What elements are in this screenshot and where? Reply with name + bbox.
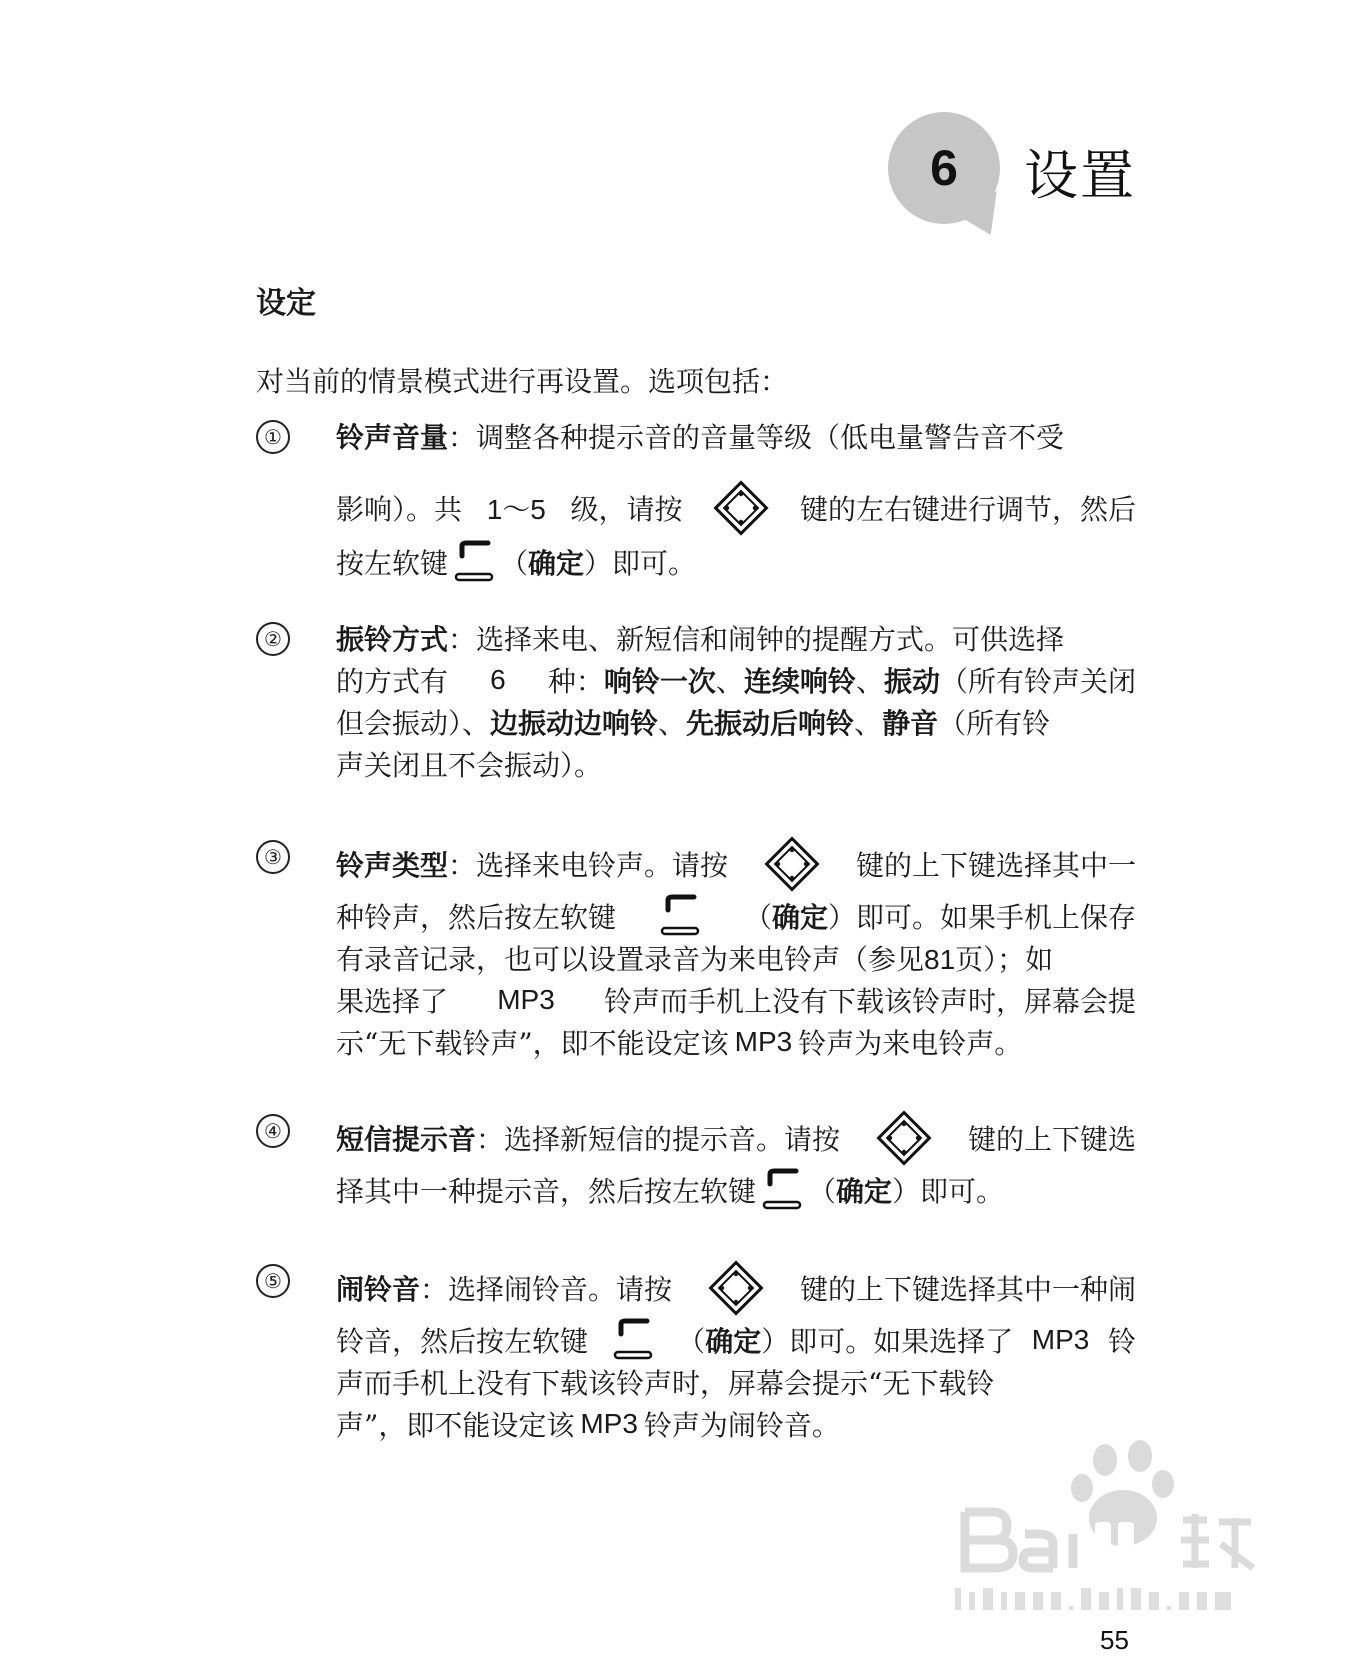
navigation-key-icon bbox=[762, 834, 822, 894]
item-term: 短信提示音 bbox=[336, 1123, 477, 1156]
text: 按左软键 bbox=[336, 547, 449, 580]
text: 的方式有 bbox=[336, 665, 449, 698]
baidu-watermark bbox=[955, 1440, 1275, 1620]
item-1-line-2 bbox=[336, 478, 1136, 538]
mode-name: 振动 bbox=[883, 665, 940, 698]
chapter-title: 设置 bbox=[1024, 144, 1136, 207]
section-heading: 设定 bbox=[256, 286, 316, 321]
item-5-line-4 bbox=[336, 1404, 1136, 1444]
text: ）即可。 bbox=[584, 547, 697, 580]
navigation-key-icon bbox=[874, 1108, 934, 1168]
text: ）即可。 bbox=[892, 1175, 1005, 1208]
text: 、 bbox=[854, 707, 883, 740]
text: 选择新短信的提示音。请按 bbox=[504, 1123, 841, 1156]
colon: ： bbox=[420, 1273, 449, 1306]
item-1-line-1 bbox=[336, 416, 1136, 456]
mode-name: 先振动后响铃 bbox=[686, 707, 855, 740]
chapter-number: 6 bbox=[930, 140, 958, 196]
text: MP3 bbox=[734, 1026, 793, 1057]
text: 果选择了 bbox=[336, 985, 449, 1018]
confirm-label: 确定 bbox=[528, 547, 585, 580]
navigation-key-icon bbox=[706, 1258, 766, 1318]
text: （所有铃 bbox=[938, 707, 1051, 740]
text: 选择闹铃音。请按 bbox=[448, 1273, 673, 1306]
text: 级，请按 bbox=[570, 493, 683, 526]
text: （ bbox=[808, 1175, 837, 1208]
navigation-key-icon bbox=[711, 478, 771, 538]
item-term: 铃声类型 bbox=[336, 849, 449, 882]
mode-name: 连续响铃 bbox=[743, 665, 856, 698]
mode-name: 响铃一次 bbox=[603, 665, 716, 698]
section-intro: 对当前的情景模式进行再设置。选项包括： bbox=[256, 365, 789, 398]
text: 声而手机上没有下载该铃声时，屏幕会提示“无下载铃 bbox=[336, 1367, 995, 1400]
item-3-line-4 bbox=[336, 980, 1136, 1020]
item-marker: ② bbox=[256, 622, 290, 656]
text: MP3 bbox=[580, 1408, 638, 1439]
text: 有录音记录，也可以设置录音为来电铃声（参见 bbox=[336, 943, 925, 976]
text: 铃声为闹铃音。 bbox=[643, 1409, 840, 1442]
text: 铃音，然后按左软键 bbox=[336, 1325, 589, 1358]
text: MP3 bbox=[497, 984, 555, 1015]
page-number: 55 bbox=[1100, 1625, 1129, 1655]
left-softkey-icon bbox=[660, 894, 700, 938]
item-2-line-3 bbox=[336, 702, 1136, 742]
text: 选择来电铃声。请按 bbox=[476, 849, 729, 882]
text: 键的上下键选择其中一 bbox=[855, 849, 1136, 882]
item-marker: ① bbox=[256, 420, 290, 454]
text: 种铃声，然后按左软键 bbox=[336, 901, 617, 934]
colon: ： bbox=[448, 623, 477, 656]
text: 铃声为来电铃声。 bbox=[798, 1027, 1023, 1060]
text: ）即可。如果选择了 bbox=[761, 1325, 1014, 1358]
text: 、 bbox=[658, 707, 687, 740]
item-marker: ⑤ bbox=[256, 1264, 290, 1298]
text: 择其中一种提示音，然后按左软键 bbox=[336, 1175, 757, 1208]
item-2-line-2 bbox=[336, 660, 1136, 700]
item-5-line-3 bbox=[336, 1362, 1136, 1402]
left-softkey-icon bbox=[613, 1318, 653, 1362]
text: 、 bbox=[855, 665, 884, 698]
confirm-label: 确定 bbox=[836, 1175, 893, 1208]
text: 6 bbox=[490, 664, 506, 695]
text: 键的左右键进行调节，然后 bbox=[799, 493, 1136, 526]
item-4-line-1 bbox=[336, 1108, 1136, 1168]
item-5-line-1 bbox=[336, 1258, 1136, 1318]
text: 但会振动）、 bbox=[336, 707, 491, 740]
item-4-line-2 bbox=[336, 1168, 1136, 1212]
left-softkey-icon bbox=[762, 1168, 802, 1212]
text: 声”，即不能设定该 bbox=[336, 1409, 575, 1442]
text: 示“无下载铃声”，即不能设定该 bbox=[336, 1027, 729, 1060]
text: ）即可。如果手机上保存 bbox=[827, 901, 1136, 934]
item-marker: ③ bbox=[256, 840, 290, 874]
item-term: 振铃方式 bbox=[336, 623, 449, 656]
text: （ bbox=[743, 901, 772, 934]
colon: ： bbox=[476, 1123, 505, 1156]
item-marker: ④ bbox=[256, 1114, 290, 1148]
text: 键的上下键选 bbox=[967, 1123, 1136, 1156]
text: 、 bbox=[715, 665, 744, 698]
mode-name: 边振动边响铃 bbox=[490, 707, 659, 740]
text: 页）；如 bbox=[955, 943, 1054, 976]
item-3-line-2 bbox=[336, 894, 1136, 938]
item-2-line-1 bbox=[336, 618, 1136, 658]
item-3-line-1 bbox=[336, 834, 1136, 894]
item-2-line-4 bbox=[336, 744, 1136, 784]
text: 影响）。共 bbox=[336, 493, 463, 526]
confirm-label: 确定 bbox=[705, 1325, 762, 1358]
text: 选择来电、新短信和闹钟的提醒方式。可供选择 bbox=[476, 623, 1065, 656]
text: 铃 bbox=[1107, 1325, 1136, 1358]
text: MP3 bbox=[1031, 1324, 1090, 1355]
item-1-line-3 bbox=[336, 540, 1136, 584]
text: （所有铃声关闭 bbox=[939, 665, 1136, 698]
text: 1～5 bbox=[486, 494, 546, 525]
colon: ： bbox=[448, 849, 477, 882]
text: 种： bbox=[547, 665, 604, 698]
mode-name: 静音 bbox=[882, 707, 939, 740]
text: 键的上下键选择其中一种闹 bbox=[799, 1273, 1136, 1306]
colon: ： bbox=[448, 421, 477, 454]
item-3-line-3 bbox=[336, 938, 1136, 978]
item-3-line-5 bbox=[336, 1022, 1136, 1062]
confirm-label: 确定 bbox=[771, 901, 828, 934]
item-5-line-2 bbox=[336, 1318, 1136, 1362]
page-reference: 81 bbox=[924, 944, 956, 975]
text: 调整各种提示音的音量等级（低电量警告音不受 bbox=[476, 421, 1065, 454]
text: （ bbox=[500, 547, 529, 580]
left-softkey-icon bbox=[454, 540, 494, 584]
item-term: 铃声音量 bbox=[336, 421, 449, 454]
text: 铃声而手机上没有下载该铃声时，屏幕会提 bbox=[603, 985, 1136, 1018]
text: 声关闭且不会振动）。 bbox=[336, 749, 603, 782]
text: （ bbox=[677, 1325, 706, 1358]
item-term: 闹铃音 bbox=[336, 1273, 421, 1306]
